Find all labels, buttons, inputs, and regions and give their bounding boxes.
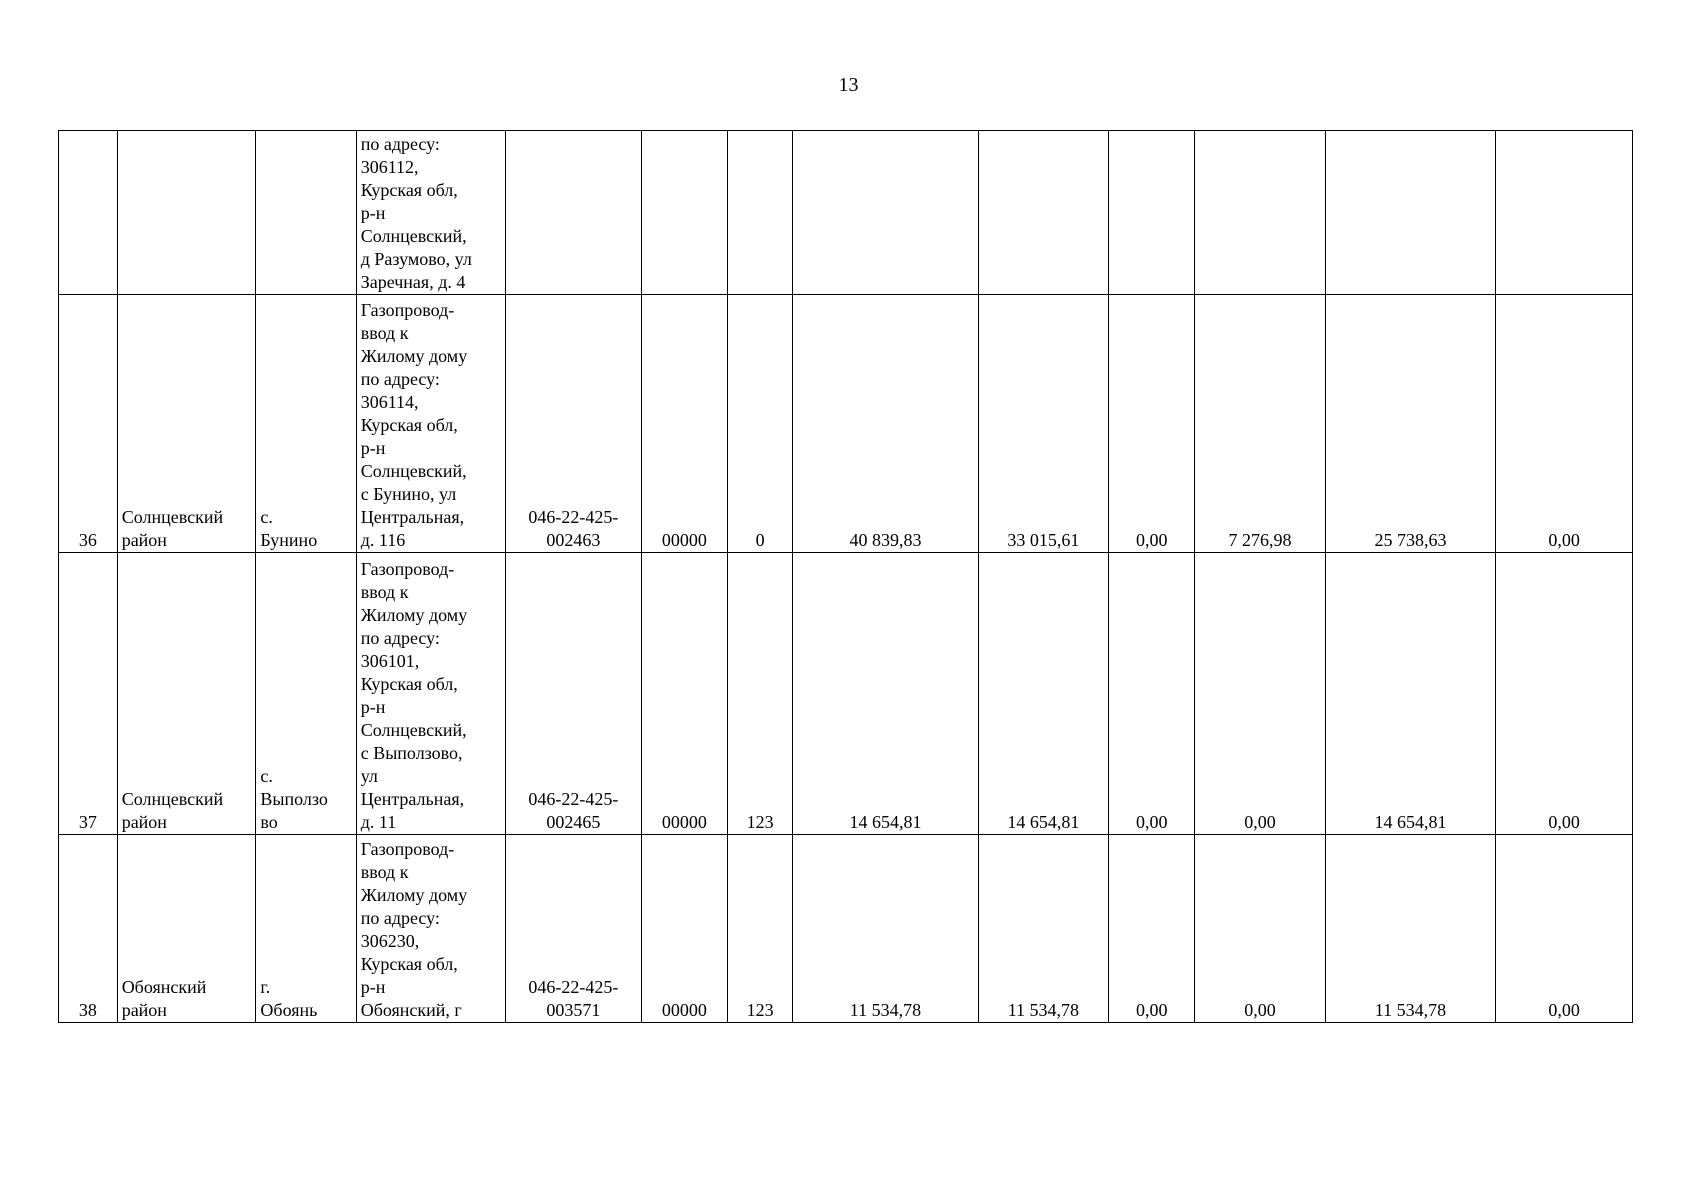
amount-cell: 0,00 <box>1108 835 1194 1023</box>
row-number-cell: 37 <box>59 553 118 835</box>
count-cell: 123 <box>728 553 793 835</box>
amount-cell: 0,00 <box>1195 553 1325 835</box>
amount-cell: 14 654,81 <box>978 553 1108 835</box>
amount-cell: 0,00 <box>1195 835 1325 1023</box>
settlement-cell: с. Бунино <box>256 295 356 553</box>
amount-cell: 11 534,78 <box>1325 835 1496 1023</box>
amount-cell: 33 015,61 <box>978 295 1108 553</box>
district-cell: Солнцевский район <box>117 553 256 835</box>
amount-cell <box>1496 131 1633 295</box>
total-amount-cell: 11 534,78 <box>793 835 979 1023</box>
inventory-code-cell: 046-22-425- 003571 <box>506 835 642 1023</box>
amount-cell: 0,00 <box>1496 835 1633 1023</box>
district-cell <box>117 131 256 295</box>
table-body <box>59 131 1633 1023</box>
total-amount-cell: 40 839,83 <box>793 295 979 553</box>
amount-cell: 11 534,78 <box>978 835 1108 1023</box>
table-row <box>59 131 1633 295</box>
table-row <box>59 553 1633 835</box>
page-number: 13 <box>838 74 859 96</box>
amount-cell: 0,00 <box>1496 553 1633 835</box>
inventory-code-cell: 046-22-425- 002463 <box>506 295 642 553</box>
registry-table <box>58 130 1633 1023</box>
amount-cell: 0,00 <box>1108 553 1194 835</box>
amount-cell: 0,00 <box>1496 295 1633 553</box>
count-cell: 0 <box>728 295 793 553</box>
inventory-code-cell <box>506 131 642 295</box>
count-cell: 123 <box>728 835 793 1023</box>
code-cell: 00000 <box>641 835 727 1023</box>
amount-cell <box>1108 131 1194 295</box>
row-number-cell <box>59 131 118 295</box>
settlement-cell: с. Выползо во <box>256 553 356 835</box>
table-row <box>59 835 1633 1023</box>
amount-cell: 14 654,81 <box>1325 553 1496 835</box>
settlement-cell <box>256 131 356 295</box>
amount-cell <box>978 131 1108 295</box>
object-description-cell: Газопровод- ввод к Жилому дому по адресу: 306230, Курская обл, р-н Обоянский, г <box>356 835 505 1023</box>
district-cell: Солнцевский район <box>117 295 256 553</box>
inventory-code-cell: 046-22-425- 002465 <box>506 553 642 835</box>
table-row <box>59 295 1633 553</box>
amount-cell: 25 738,63 <box>1325 295 1496 553</box>
amount-cell: 0,00 <box>1108 295 1194 553</box>
object-description-cell: Газопровод- ввод к Жилому дому по адресу: 306101, Курская обл, р-н Солнцевский, с Выползово, ул Центральная, д. 11 <box>356 553 505 835</box>
object-description-cell: по адресу: 306112, Курская обл, р-н Солнцевский, д Разумово, ул Заречная, д. 4 <box>356 131 505 295</box>
amount-cell <box>1325 131 1496 295</box>
settlement-cell: г. Обоянь <box>256 835 356 1023</box>
district-cell: Обоянский район <box>117 835 256 1023</box>
code-cell: 00000 <box>641 553 727 835</box>
row-number-cell: 38 <box>59 835 118 1023</box>
amount-cell: 7 276,98 <box>1195 295 1325 553</box>
code-cell <box>641 131 727 295</box>
row-number-cell: 36 <box>59 295 118 553</box>
count-cell <box>728 131 793 295</box>
amount-cell <box>1195 131 1325 295</box>
total-amount-cell <box>793 131 979 295</box>
object-description-cell: Газопровод- ввод к Жилому дому по адресу: 306114, Курская обл, р-н Солнцевский, с Бунино, ул Центральная, д. 116 <box>356 295 505 553</box>
total-amount-cell: 14 654,81 <box>793 553 979 835</box>
code-cell: 00000 <box>641 295 727 553</box>
